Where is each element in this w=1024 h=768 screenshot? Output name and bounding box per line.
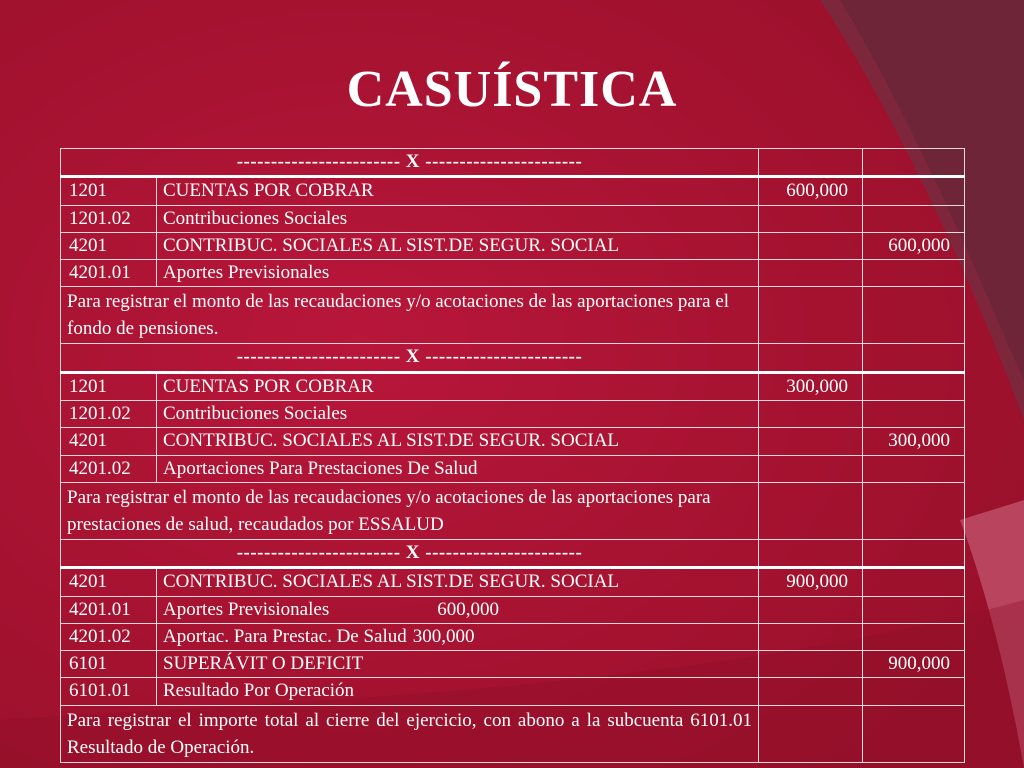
credit-cell: [863, 705, 965, 762]
debit-amount: 600,000: [759, 177, 863, 205]
entry-separator-row: [61, 539, 965, 567]
account-code: 4201.02: [61, 623, 157, 650]
account-name: Contribuciones Sociales: [163, 207, 348, 229]
description-row: [61, 482, 965, 539]
account-code: 4201.02: [61, 455, 157, 482]
credit-amount: [863, 623, 965, 650]
table-row: [61, 232, 965, 259]
debit-amount: [759, 623, 863, 650]
credit-amount: [863, 260, 965, 287]
credit-cell: [863, 149, 965, 177]
account-code: 4201: [61, 568, 157, 596]
credit-cell: [863, 539, 965, 567]
debit-amount: [759, 596, 863, 623]
debit-amount: [759, 455, 863, 482]
table-row: [61, 260, 965, 287]
account-name: Aportes Previsionales: [163, 262, 330, 284]
debit-amount: [759, 428, 863, 455]
account-name: Aportes Previsionales: [163, 598, 330, 620]
table-row: [61, 428, 965, 455]
credit-amount: [863, 678, 965, 705]
entry-separator-row: [61, 149, 965, 177]
description-row: [61, 705, 965, 762]
debit-cell: [759, 482, 863, 539]
debit-cell: [759, 287, 863, 344]
debit-cell: [759, 705, 863, 762]
credit-amount: [863, 372, 965, 400]
account-code: 1201: [61, 372, 157, 400]
table-row: [61, 568, 965, 596]
account-name-cell: [157, 678, 759, 705]
account-name: CONTRIBUC. SOCIALES AL SIST.DE SEGUR. SOCIAL: [163, 234, 620, 256]
debit-amount: [759, 260, 863, 287]
debit-amount: 900,000: [759, 568, 863, 596]
account-name-cell: [157, 401, 759, 428]
table-row: [61, 205, 965, 232]
entry-description: Para registrar el monto de las recaudaciones y/o acotaciones de las aportaciones para prestaciones de salud, recaudados por ESSALUD: [61, 482, 759, 539]
account-name-cell: [157, 623, 759, 650]
account-name-cell: [157, 260, 759, 287]
account-name-cell: [157, 372, 759, 400]
account-name: CUENTAS POR COBRAR: [163, 180, 374, 202]
table-row: [61, 401, 965, 428]
account-code: 1201.02: [61, 205, 157, 232]
account-name: Aportac. Para Prestac. De Salud: [163, 625, 407, 647]
inline-amount: 300,000: [412, 625, 475, 647]
table-row: [61, 678, 965, 705]
inline-amount: 600,000: [437, 598, 499, 620]
account-name: CUENTAS POR COBRAR: [163, 375, 374, 397]
credit-amount: [863, 177, 965, 205]
account-code: 6101: [61, 651, 157, 678]
account-code: 6101.01: [61, 678, 157, 705]
entry-separator: ------------------------ X -----------------------: [61, 539, 759, 567]
credit-amount: [863, 455, 965, 482]
account-name-cell: [157, 651, 759, 678]
account-name: CONTRIBUC. SOCIALES AL SIST.DE SEGUR. SOCIAL: [163, 571, 620, 593]
credit-amount: 600,000: [863, 232, 965, 259]
debit-amount: 300,000: [759, 372, 863, 400]
entry-separator: ------------------------ X -----------------------: [61, 344, 759, 372]
credit-amount: [863, 205, 965, 232]
table-row: [61, 455, 965, 482]
table-row: [61, 623, 965, 650]
debit-amount: [759, 205, 863, 232]
account-name-cell: [157, 205, 759, 232]
account-code: 1201.02: [61, 401, 157, 428]
account-code: 1201: [61, 177, 157, 205]
account-code: 4201.01: [61, 260, 157, 287]
credit-amount: 900,000: [863, 651, 965, 678]
entry-separator-row: [61, 344, 965, 372]
debit-amount: [759, 232, 863, 259]
entry-description: Para registrar el monto de las recaudaciones y/o acotaciones de las aportaciones para el fondo de pensiones.: [61, 287, 759, 344]
debit-amount: [759, 401, 863, 428]
table-row: [61, 177, 965, 205]
credit-amount: [863, 568, 965, 596]
credit-amount: [863, 596, 965, 623]
credit-cell: [863, 344, 965, 372]
account-name: SUPERÁVIT O DEFICIT: [163, 653, 364, 675]
account-code: 4201.01: [61, 596, 157, 623]
entry-separator: ------------------------ X -----------------------: [61, 149, 759, 177]
credit-cell: [863, 287, 965, 344]
credit-amount: [863, 401, 965, 428]
account-name: Resultado Por Operación: [163, 680, 355, 702]
account-name-cell: [157, 596, 759, 623]
account-name-cell: [157, 455, 759, 482]
debit-amount: [759, 651, 863, 678]
description-row: [61, 287, 965, 344]
journal-entries-table: [60, 148, 965, 763]
credit-cell: [863, 482, 965, 539]
account-name-cell: [157, 232, 759, 259]
table-row: [61, 651, 965, 678]
slide-title: CASUÍSTICA: [346, 61, 678, 118]
debit-cell: [759, 344, 863, 372]
table-row: [61, 372, 965, 400]
account-code: 4201: [61, 232, 157, 259]
debit-cell: [759, 149, 863, 177]
credit-amount: 300,000: [863, 428, 965, 455]
account-name: CONTRIBUC. SOCIALES AL SIST.DE SEGUR. SOCIAL: [163, 430, 620, 452]
account-name-cell: [157, 177, 759, 205]
account-name-cell: [157, 568, 759, 596]
account-name-cell: [157, 428, 759, 455]
account-name: Contribuciones Sociales: [163, 403, 348, 425]
account-code: 4201: [61, 428, 157, 455]
entry-description: Para registrar el importe total al cierre del ejercicio, con abono a la subcuenta 6101.01 Resultado de Operación.: [61, 705, 759, 762]
account-name: Aportaciones Para Prestaciones De Salud: [163, 457, 478, 479]
debit-cell: [759, 539, 863, 567]
debit-amount: [759, 678, 863, 705]
table-row: [61, 596, 965, 623]
